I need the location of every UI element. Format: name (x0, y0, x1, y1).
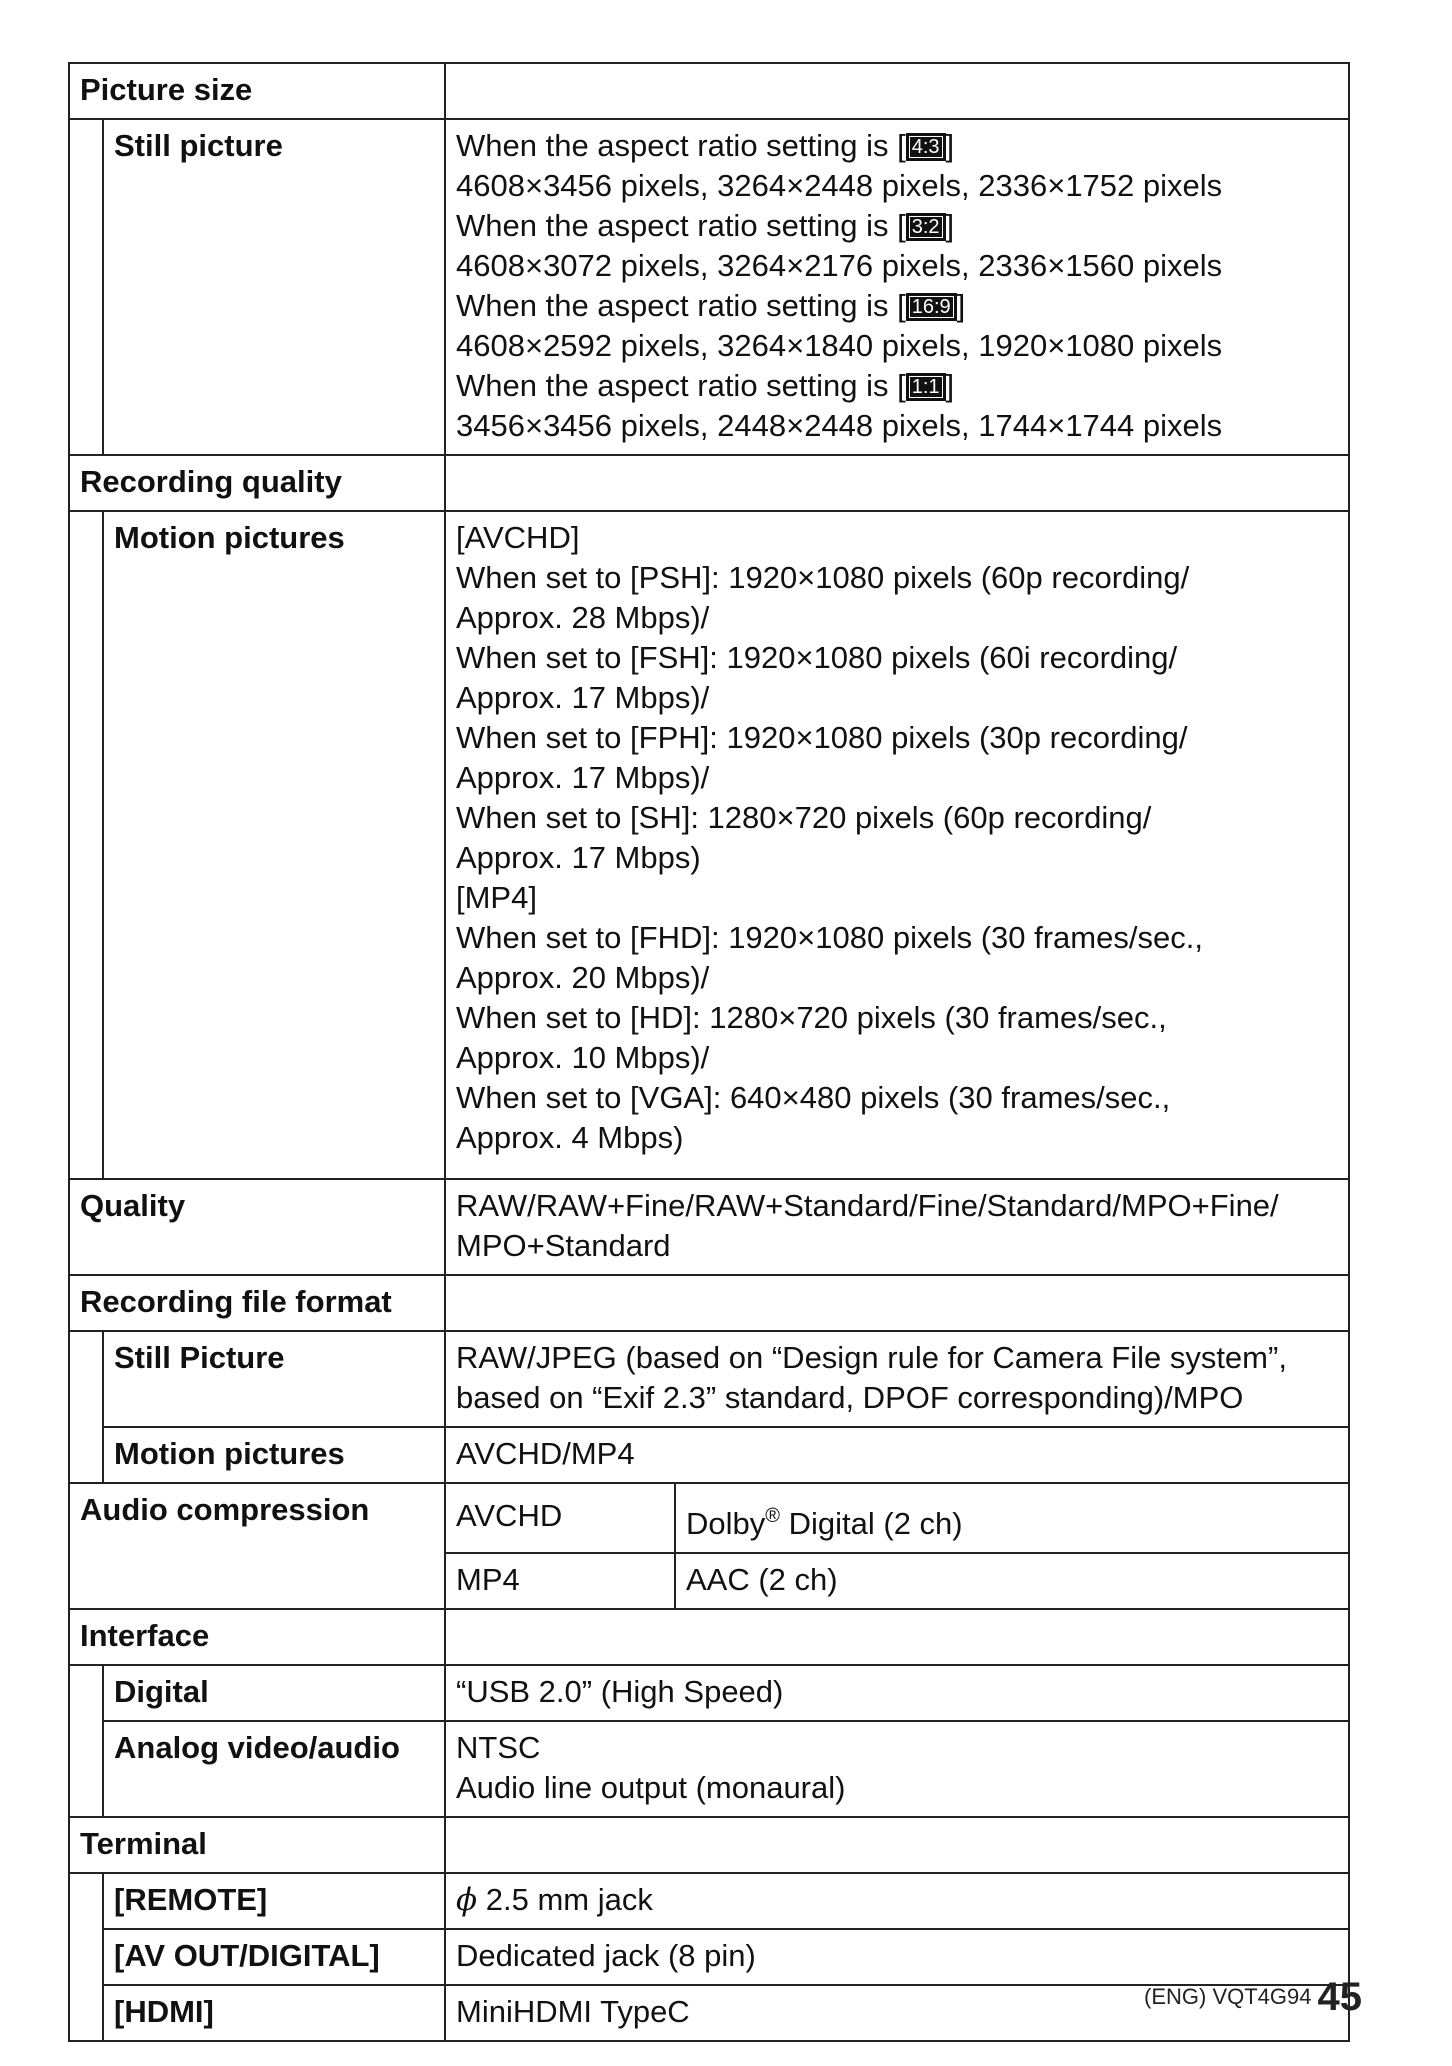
mq-line: Approx. 4 Mbps) (456, 1120, 684, 1155)
ratio-1-1-line: When the aspect ratio setting is [ 1:1 ] (456, 368, 955, 403)
picture-size-label: Picture size (69, 63, 445, 119)
av-out-value: Dedicated jack (8 pin) (445, 1929, 1349, 1985)
document-code: (ENG) VQT4G94 (1144, 1984, 1312, 2009)
digital-label: Digital (103, 1665, 445, 1721)
file-format-motion-value: AVCHD/MP4 (445, 1427, 1349, 1483)
file-format-label: Recording file format (69, 1275, 445, 1331)
row-interface-digital (69, 1665, 1349, 1721)
row-recording-quality (69, 455, 1349, 511)
row-interface-analog (69, 1721, 1349, 1817)
page-number: 45 (1317, 1975, 1362, 2019)
spec-table (68, 62, 1350, 2042)
mq-line: Approx. 17 Mbps) (456, 840, 701, 875)
ratio-3-2-icon: 3:2 (906, 213, 946, 241)
analog-label: Analog video/audio (103, 1721, 445, 1817)
ratio-16-9-sizes: 4608×2592 pixels, 3264×1840 pixels, 1920×1080 pixels (456, 328, 1223, 363)
mq-line: When set to [HD]: 1280×720 pixels (30 frames/sec., (456, 1000, 1167, 1035)
file-format-still-label: Still Picture (103, 1331, 445, 1427)
still-picture-sizes (445, 119, 1349, 455)
audio-mp4-value: AAC (2 ch) (675, 1553, 1349, 1609)
ratio-1-1-sizes: 3456×3456 pixels, 2448×2448 pixels, 1744×1744 pixels (456, 408, 1223, 443)
ratio-16-9-line: When the aspect ratio setting is [ 16:9 ] (456, 288, 966, 323)
motion-pictures-spec (445, 511, 1349, 1179)
row-picture-size (69, 63, 1349, 119)
mq-line: When set to [PSH]: 1920×1080 pixels (60p recording/ (456, 560, 1190, 595)
mq-line: When set to [VGA]: 640×480 pixels (30 frames/sec., (456, 1080, 1171, 1115)
row-terminal (69, 1817, 1349, 1873)
ratio-3-2-sizes: 4608×3072 pixels, 3264×2176 pixels, 2336×1560 pixels (456, 248, 1223, 283)
ratio-4-3-icon: 4:3 (906, 133, 946, 161)
ratio-3-2-line: When the aspect ratio setting is [ 3:2 ] (456, 208, 955, 243)
audio-avchd-format: AVCHD (445, 1483, 675, 1553)
row-audio-avchd (69, 1483, 1349, 1553)
audio-mp4-format: MP4 (445, 1553, 675, 1609)
row-motion-pictures (69, 511, 1349, 1179)
mq-line: When set to [FHD]: 1920×1080 pixels (30 frames/sec., (456, 920, 1203, 955)
registered-icon: ® (765, 1505, 781, 1527)
mq-line: When set to [SH]: 1280×720 pixels (60p recording/ (456, 800, 1152, 835)
interface-label: Interface (69, 1609, 445, 1665)
page-footer (1144, 1975, 1362, 2020)
row-quality (69, 1179, 1349, 1275)
digital-value: “USB 2.0” (High Speed) (445, 1665, 1349, 1721)
hdmi-label: [HDMI] (103, 1985, 445, 2041)
remote-value: ϕ 2.5 mm jack (445, 1873, 1349, 1929)
ratio-4-3-sizes: 4608×3456 pixels, 3264×2448 pixels, 2336×1752 pixels (456, 168, 1223, 203)
mq-line: Approx. 20 Mbps)/ (456, 960, 710, 995)
hdmi-value: MiniHDMI TypeC (445, 1985, 1349, 2041)
row-interface (69, 1609, 1349, 1665)
file-format-still-value: RAW/JPEG (based on “Design rule for Camera File system”, based on “Exif 2.3” standard, DPOF corresponding)/MPO (445, 1331, 1349, 1427)
audio-label: Audio compression (69, 1483, 445, 1609)
mq-line: [MP4] (456, 880, 537, 915)
analog-value: NTSC Audio line output (monaural) (445, 1721, 1349, 1817)
row-file-format-motion (69, 1427, 1349, 1483)
quality-value: RAW/RAW+Fine/RAW+Standard/Fine/Standard/MPO+Fine/ MPO+Standard (445, 1179, 1349, 1275)
terminal-label: Terminal (69, 1817, 445, 1873)
mq-line: Approx. 17 Mbps)/ (456, 760, 710, 795)
file-format-motion-label: Motion pictures (103, 1427, 445, 1483)
mq-line: When set to [FSH]: 1920×1080 pixels (60i recording/ (456, 640, 1178, 675)
row-file-format (69, 1275, 1349, 1331)
row-still-picture (69, 119, 1349, 455)
row-file-format-still (69, 1331, 1349, 1427)
mq-line: [AVCHD] (456, 520, 580, 555)
diameter-icon: ϕ (456, 1882, 478, 1918)
ratio-4-3-line: When the aspect ratio setting is [ 4:3 ] (456, 128, 955, 163)
remote-label: [REMOTE] (103, 1873, 445, 1929)
quality-label: Quality (69, 1179, 445, 1275)
mq-line: Approx. 10 Mbps)/ (456, 1040, 710, 1075)
motion-pictures-label: Motion pictures (103, 511, 445, 1179)
mq-line: When set to [FPH]: 1920×1080 pixels (30p recording/ (456, 720, 1188, 755)
ratio-1-1-icon: 1:1 (906, 373, 946, 401)
mq-line: Approx. 28 Mbps)/ (456, 600, 710, 635)
av-out-label: [AV OUT/DIGITAL] (103, 1929, 445, 1985)
audio-avchd-value: Dolby® Digital (2 ch) (675, 1483, 1349, 1553)
recording-quality-label: Recording quality (69, 455, 445, 511)
still-picture-label: Still picture (103, 119, 445, 455)
mq-line: Approx. 17 Mbps)/ (456, 680, 710, 715)
ratio-16-9-icon: 16:9 (906, 293, 957, 321)
row-terminal-remote (69, 1873, 1349, 1929)
